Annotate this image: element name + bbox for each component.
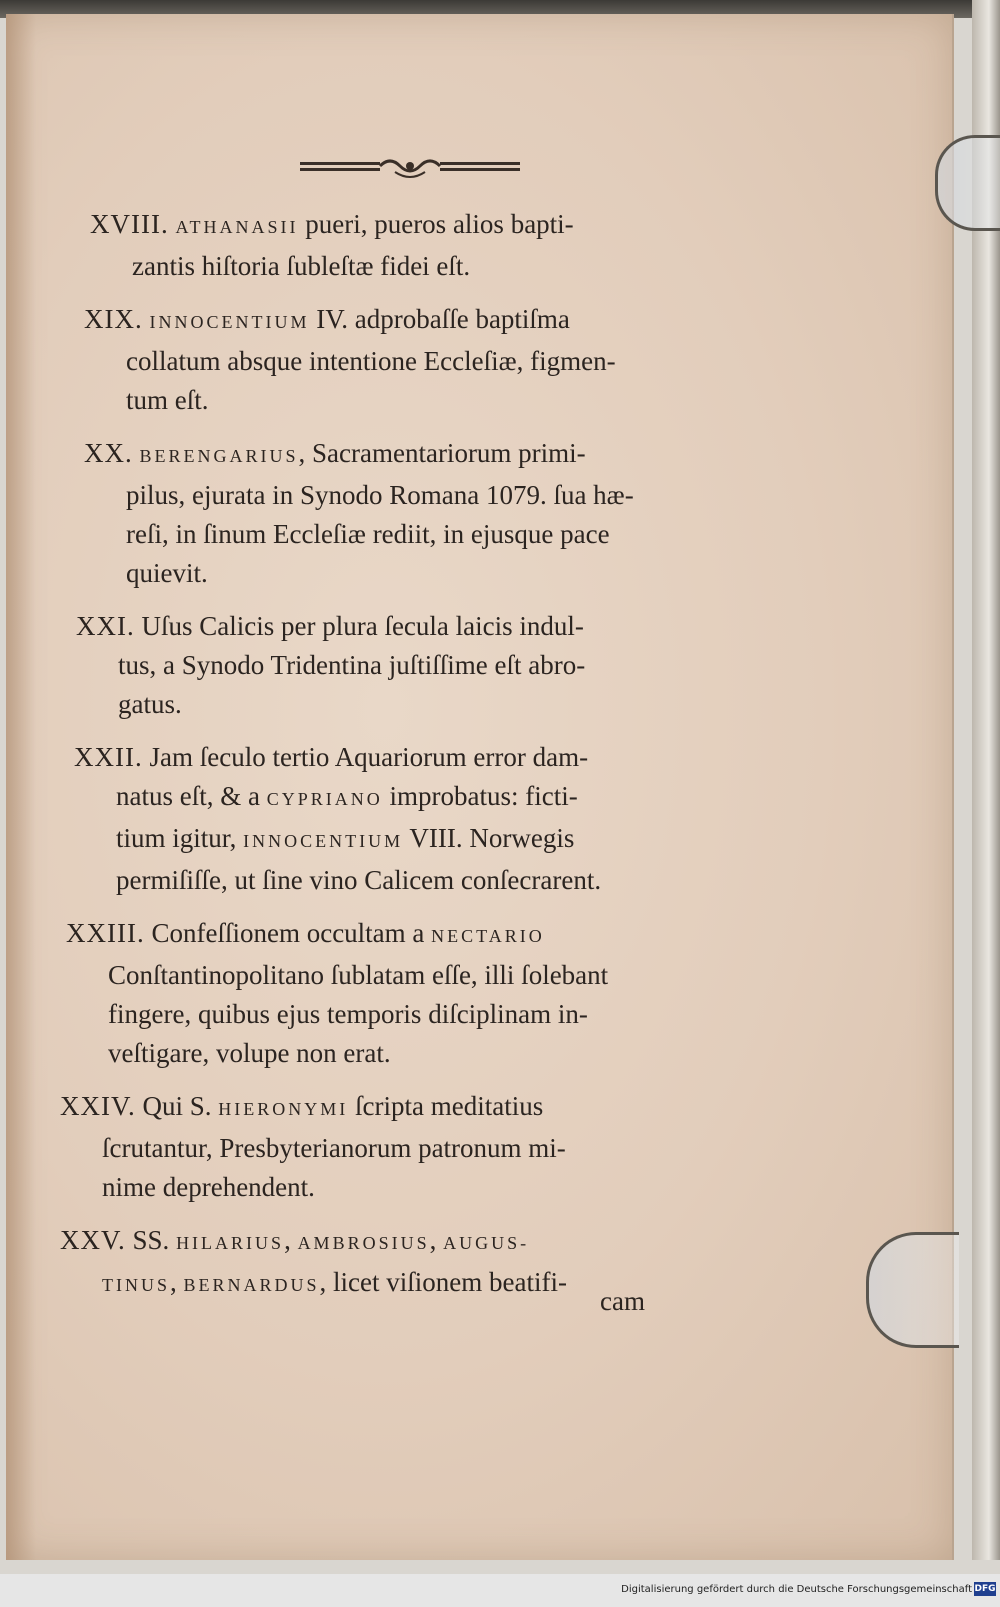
thesis-text: nime deprehendent. bbox=[102, 1172, 315, 1202]
small-caps-name: BERENGARIUS bbox=[139, 446, 299, 466]
thesis-entry bbox=[60, 1087, 740, 1207]
thesis-text: , bbox=[170, 1267, 184, 1297]
thesis-text: IV. adprobaſſe baptiſma bbox=[309, 304, 570, 334]
thesis-entry bbox=[84, 434, 740, 593]
thesis-text: fingere, quibus ejus temporis diſciplinam in- bbox=[108, 999, 588, 1029]
thesis-text: SS. bbox=[132, 1225, 177, 1255]
thesis-text: ſcrutantur, Presbyterianorum patronum mi- bbox=[102, 1133, 566, 1163]
thesis-line bbox=[84, 476, 740, 515]
thesis-text: reſi, in ſinum Eccleſiæ rediit, in ejusque pace bbox=[126, 519, 610, 549]
small-caps-name: HIERONYMI bbox=[218, 1099, 349, 1119]
thesis-entry bbox=[66, 914, 740, 1073]
thesis-text: , bbox=[429, 1225, 444, 1255]
thesis-line bbox=[84, 342, 740, 381]
thesis-line bbox=[60, 1129, 740, 1168]
thesis-line bbox=[66, 1034, 740, 1073]
small-caps-name: CYPRIANO bbox=[266, 789, 383, 809]
thesis-text: Qui S. bbox=[142, 1091, 219, 1121]
thesis-line bbox=[66, 956, 740, 995]
footer-bar bbox=[0, 1574, 1000, 1607]
thesis-entry bbox=[74, 738, 740, 900]
small-caps-name: NECTARIO bbox=[431, 926, 545, 946]
thesis-numeral: XXV. bbox=[60, 1225, 126, 1255]
small-caps-name: AMBROSIUS bbox=[297, 1233, 430, 1253]
thesis-line bbox=[84, 300, 740, 342]
thesis-line bbox=[66, 995, 740, 1034]
small-caps-name: BERNARDUS bbox=[183, 1275, 320, 1295]
header-ornament bbox=[300, 152, 520, 182]
thesis-line bbox=[84, 434, 740, 476]
thesis-text: zantis hiſtoria ſubleſtæ fidei eſt. bbox=[132, 251, 471, 281]
thesis-entry bbox=[90, 205, 740, 286]
thesis-text: gatus. bbox=[118, 689, 182, 719]
thesis-text: Confeſſionem occultam a bbox=[151, 918, 432, 948]
thesis-text: , bbox=[284, 1225, 298, 1255]
thesis-numeral: XVIII. bbox=[90, 209, 169, 239]
thesis-text: pueri, pueros alios bapti- bbox=[298, 209, 574, 239]
thesis-line bbox=[60, 1221, 740, 1263]
small-caps-name: ATHANASII bbox=[175, 217, 299, 237]
thesis-text: VIII. Norwegis bbox=[403, 823, 575, 853]
thesis-line bbox=[84, 515, 740, 554]
thesis-entry bbox=[84, 300, 740, 420]
thesis-line bbox=[60, 1087, 740, 1129]
small-caps-name: INNOCENTIUM bbox=[149, 312, 310, 332]
thesis-numeral: XIX. bbox=[84, 304, 143, 334]
thesis-line bbox=[74, 738, 740, 777]
thesis-line bbox=[60, 1168, 740, 1207]
thesis-text: permiſiſſe, ut ſine vino Calicem conſecrarent. bbox=[116, 865, 602, 895]
funding-credit: Digitalisierung gefördert durch die Deutsche Forschungsgemeinschaft bbox=[621, 1584, 972, 1595]
thesis-list bbox=[60, 205, 740, 1319]
thesis-text: tium igitur, bbox=[116, 823, 244, 853]
thesis-line bbox=[76, 685, 740, 724]
thesis-text: improbatus: ficti- bbox=[382, 781, 578, 811]
thesis-text: Uſus Calicis per plura ſecula laicis indul- bbox=[141, 611, 584, 641]
book-fore-edge bbox=[972, 0, 1000, 1560]
small-caps-name: TINUS bbox=[102, 1275, 170, 1295]
thesis-line bbox=[76, 646, 740, 685]
thesis-text: ſcripta meditatius bbox=[348, 1091, 544, 1121]
thesis-text: quievit. bbox=[126, 558, 208, 588]
thesis-text: natus eſt, & a bbox=[116, 781, 267, 811]
page-clip-top bbox=[935, 135, 1000, 231]
thesis-entry bbox=[76, 607, 740, 724]
thesis-numeral: XXII. bbox=[74, 742, 143, 772]
small-caps-name: HILARIUS bbox=[176, 1233, 285, 1253]
thesis-line bbox=[90, 247, 740, 286]
thesis-numeral: XX. bbox=[84, 438, 133, 468]
thesis-text: tus, a Synodo Tridentina juſtiſſime eſt abro- bbox=[118, 650, 586, 680]
thesis-text: Conſtantinopolitano ſublatam eſſe, illi ſolebant bbox=[108, 960, 609, 990]
thesis-line bbox=[84, 554, 740, 593]
thesis-line bbox=[76, 607, 740, 646]
thesis-text: Jam ſeculo tertio Aquariorum error dam- bbox=[149, 742, 589, 772]
thesis-text: , licet viſionem beatifi- bbox=[319, 1267, 567, 1297]
thesis-text: , Sacramentariorum primi- bbox=[298, 438, 586, 468]
catchword: cam bbox=[600, 1286, 645, 1316]
thesis-text: pilus, ejurata in Synodo Romana 1079. ſua hæ- bbox=[126, 480, 634, 510]
dfg-logo: DFG bbox=[974, 1584, 996, 1594]
thesis-numeral: XXIII. bbox=[66, 918, 145, 948]
thesis-line bbox=[90, 205, 740, 247]
thesis-numeral: XXIV. bbox=[60, 1091, 136, 1121]
thesis-text: collatum absque intentione Eccleſiæ, figmen- bbox=[126, 346, 616, 376]
thesis-text: veſtigare, volupe non erat. bbox=[108, 1038, 391, 1068]
page-clip-bottom bbox=[866, 1232, 959, 1348]
thesis-numeral: XXI. bbox=[76, 611, 135, 641]
small-caps-name: INNOCENTIUM bbox=[243, 831, 404, 851]
thesis-line bbox=[84, 381, 740, 420]
thesis-line bbox=[66, 914, 740, 956]
thesis-line bbox=[74, 777, 740, 819]
page-gutter-shadow bbox=[6, 14, 36, 1560]
thesis-text: tum eſt. bbox=[126, 385, 209, 415]
thesis-line bbox=[74, 861, 740, 900]
thesis-line bbox=[74, 819, 740, 861]
small-caps-name: AUGUS- bbox=[443, 1233, 530, 1253]
